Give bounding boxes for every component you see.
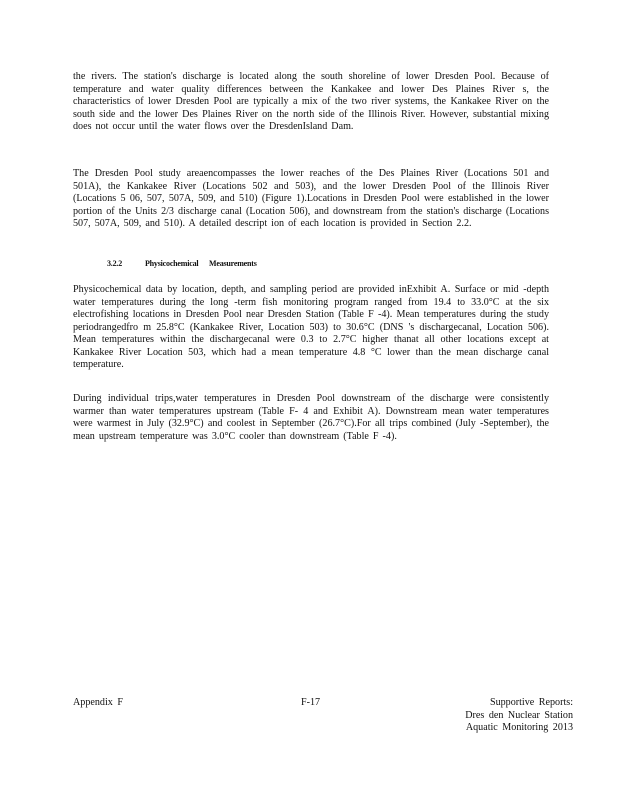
- footer-report-line-1: Supportive Reports:: [489, 697, 573, 708]
- footer-report-info: [465, 697, 573, 735]
- section-heading: [107, 259, 257, 269]
- section-title-word-2: Measurements: [209, 259, 257, 268]
- body-paragraph-1: the rivers. The station's discharge is located along the south shoreline of lower Dresden Pool. Because of temperature and water quality differences between the Kankakee and lower Des Plaines River s, the characteristics of lower Dresden Pool are typically a mix of the two river systems, the Kankakee River on the south side and the lower Des Plaines River on the north side of the Illinois River. However, substantial mixing does not occur until the water flows over the DresdenIsland Dam.: [73, 71, 549, 132]
- footer-report-line-2: Dres den Nuclear Station: [465, 709, 573, 721]
- body-paragraph-4: During individual trips,water temperatures in Dresden Pool downstream of the discharge were consistently warmer than water temperatures upstream (Table F- 4 and Exhibit A). Downstream mean water temperatures were warmest in July (32.9°C) and coolest in September (26.7°C).For all trips combined (July -September), the mean upstream temperature was 3.0°C cooler than downstream (Table F -4).: [73, 393, 549, 442]
- body-paragraph-2: The Dresden Pool study areaencompasses the lower reaches of the Des Plaines River (Locations 501 and 501A), the Kankakee River (Locations 502 and 503), and the lower Dresden Pool of the Illinois River (Locations 5 06, 507, 507A, 509, and 510) (Figure 1).Locations in Dresden Pool were established in the lower portion of the Units 2/3 discharge canal (Location 506), and downstream from the station's discharge (Locations 507, 507A, 509, and 510). A detailed descript ion of each location is provided in Section 2.2.: [73, 168, 549, 229]
- footer-appendix-label: Appendix F: [73, 697, 123, 708]
- section-number: 3.2.2: [107, 259, 123, 268]
- section-title-word-1: Physicochemical: [145, 259, 199, 268]
- footer-page-number: F-17: [301, 697, 321, 708]
- body-paragraph-3: Physicochemical data by location, depth, and sampling period are provided inExhibit A. Surface or mid -depth water temperatures during the long -term fish monitoring program ranged from 19.4 to 33.0°C at the six electrofishing locations in Dresden Pool near Dresden Station (Table F -4). Mean temperatures during the study periodrangedfro m 25.8°C (Kankakee River, Location 503) to 30.6°C (DNS 's dischargecanal, Location 506). Mean temperatures within the dischargecanal were 0.3 to 2.7°C higher thanat all other locations except at Kankakee River Location 503, which had a mean temperature 4.8 °C lower than the mean discharge canal temperature.: [73, 284, 549, 370]
- footer-report-line-3: Aquatic Monitoring 2013: [465, 722, 573, 733]
